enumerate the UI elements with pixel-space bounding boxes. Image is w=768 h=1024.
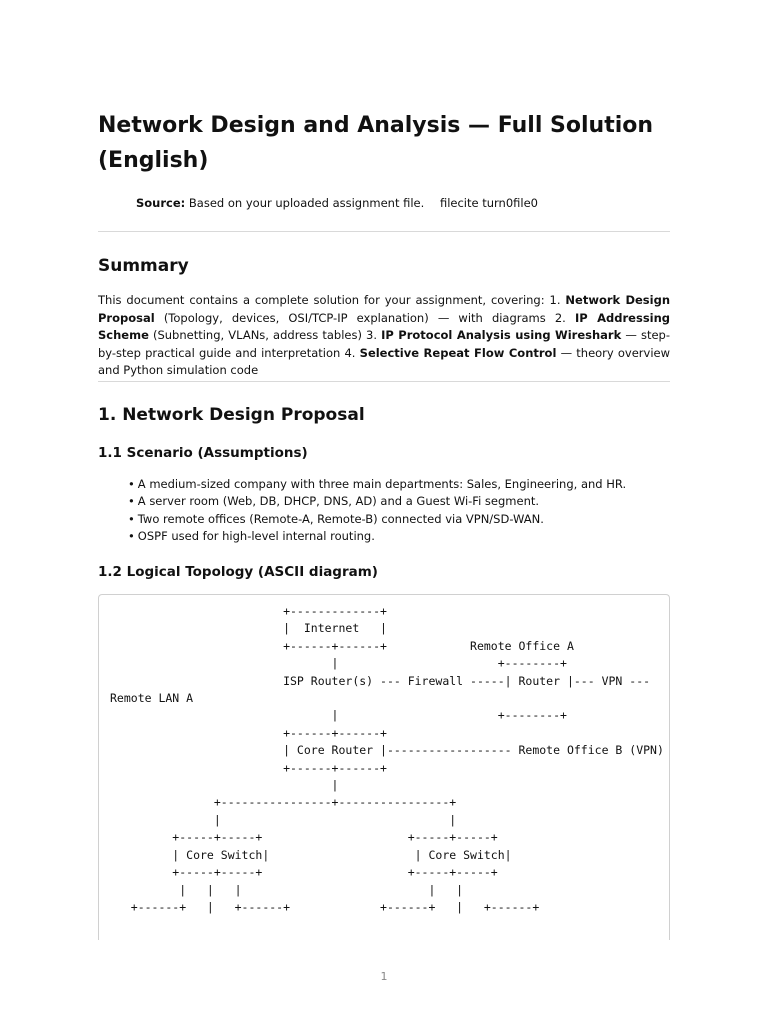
list-item: • OSPF used for high-level internal routing. <box>128 528 626 545</box>
summary-heading: Summary <box>98 256 189 276</box>
list-item: • A server room (Web, DB, DHCP, DNS, AD) and a Guest Wi-Fi segment. <box>128 493 626 510</box>
page-number: 1 <box>380 970 388 983</box>
source-text: Based on your uploaded assignment file. <box>188 196 425 210</box>
ascii-topology-diagram: +-------------+ | Internet | +------+------+ Remote Office A | +--------+ ISP Router(s) --- Firewall -----| Router |--- VPN --- Remote LAN A | +--------+ +------+------+ | Core Router |------------------ Remote Office B (VPN) +------+------+ | +----------------+----------------+ | | +-----+-----+ +-----+-----+ | Core Switch| | Core Switch| +-----+-----+ +-----+-----+ | | | | | +------+ | +------+ +------+ | +------+ <box>110 604 664 914</box>
summary-item-4-title: Selective Repeat Flow Control <box>359 345 557 360</box>
summary-item-3-title: IP Protocol Analysis using Wireshark <box>381 328 622 343</box>
summary-paragraph <box>98 292 670 380</box>
summary-item-3-text: — step-by-step practical guide and interpretation 4. <box>98 328 670 360</box>
source-line <box>136 195 538 211</box>
summary-item-2-text: (Subnetting, VLANs, address tables) 3. <box>152 328 378 343</box>
summary-intro: This document contains a complete solution for your assignment, covering: 1. <box>98 293 561 307</box>
scenario-heading: 1.1 Scenario (Assumptions) <box>98 445 308 461</box>
divider <box>98 381 670 382</box>
scenario-bullet-list <box>128 476 626 545</box>
summary-item-4-text: — theory overview and Python simulation code <box>98 345 671 378</box>
list-item: • Two remote offices (Remote-A, Remote-B) connected via VPN/SD-WAN. <box>128 511 626 528</box>
section-1-heading: 1. Network Design Proposal <box>98 405 365 425</box>
file-citation: filecite turn0file0 <box>439 196 538 210</box>
topology-heading: 1.2 Logical Topology (ASCII diagram) <box>98 564 378 580</box>
ascii-diagram-code-block <box>98 594 670 940</box>
divider <box>98 231 670 232</box>
list-item: • A medium-sized company with three main departments: Sales, Engineering, and HR. <box>128 476 626 493</box>
summary-item-1-text: (Topology, devices, OSI/TCP-IP explanation) — with diagrams 2. <box>163 310 566 325</box>
document-title: Network Design and Analysis — Full Solution (English) <box>98 113 654 173</box>
source-label: Source: <box>136 196 186 210</box>
summary-item-1-title: Network Design Proposal <box>98 293 671 325</box>
summary-item-2-title: IP Addressing Scheme <box>98 310 671 343</box>
